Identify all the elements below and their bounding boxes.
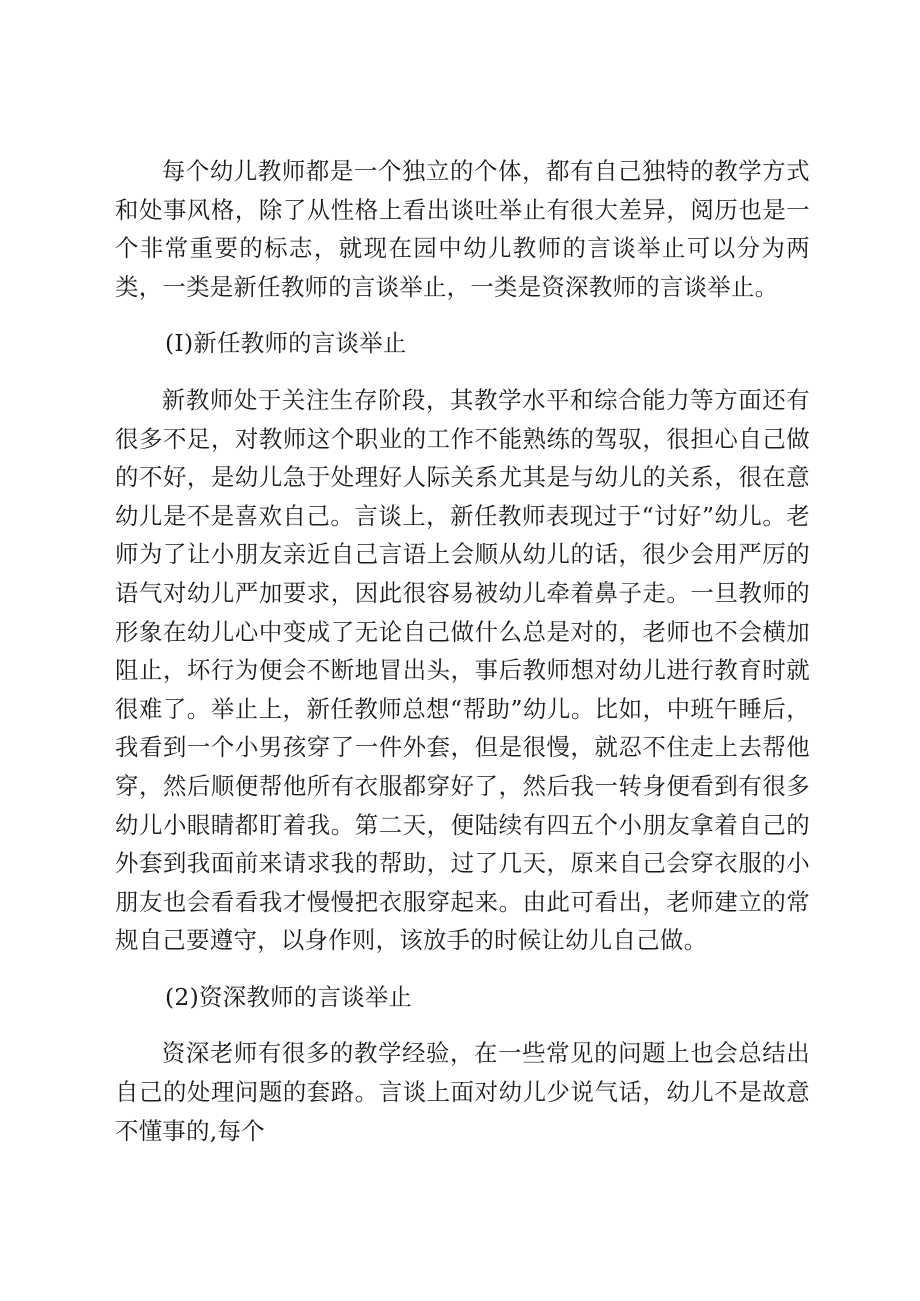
intro-paragraph: 每个幼儿教师都是一个独立的个体，都有自己独特的教学方式和处事风格，除了从性格上看出谈吐举止有很大差异，阅历也是一个非常重要的标志，就现在园中幼儿教师的言谈举止可以分为两类，一类是新任教师的言谈举止，一类是资深教师的言谈举止。 — [115, 157, 810, 301]
document-body — [115, 152, 810, 1150]
senior-teachers-paragraph: 资深老师有很多的教学经验，在一些常见的问题上也会总结出自己的处理问题的套路。言谈上面对幼儿少说气话，幼儿不是故意不懂事的,每个 — [115, 1039, 810, 1145]
section-heading-senior-teachers: (2)资深教师的言谈举止 — [165, 982, 413, 1011]
new-teachers-paragraph: 新教师处于关注生存阶段，其教学水平和综合能力等方面还有很多不足，对教师这个职业的工作不能熟练的驾驭，很担心自己做的不好，是幼儿急于处理好人际关系尤其是与幼儿的关系，很在意幼儿是不是喜欢自己。言谈上，新任教师表现过于“讨好”幼儿。老师为了让小朋友亲近自己言语上会顺从幼儿的话，很少会用严厉的语气对幼儿严加要求，因此很容易被幼儿牵着鼻子走。一旦教师的形象在幼儿心中变成了无论自己做什么总是对的，老师也不会横加阻止，坏行为便会不断地冒出头，事后教师想对幼儿进行教育时就很难了。举止上，新任教师总想“帮助”幼儿。比如，中班午睡后，我看到一个小男孩穿了一件外套，但是很慢，就忍不住走上去帮他穿，然后顺便帮他所有衣服都穿好了，然后我一转身便看到有很多幼儿小眼睛都盯着我。第二天，便陆续有四五个小朋友拿着自己的外套到我面前来请求我的帮助，过了几天，原来自己会穿衣服的小朋友也会看看我才慢慢把衣服穿起来。由此可看出，老师建立的常规自己要遵守，以身作则，该放手的时候让幼儿自己做。 — [115, 385, 810, 955]
section-heading-new-teachers: (I)新任教师的言谈举止 — [165, 329, 407, 358]
